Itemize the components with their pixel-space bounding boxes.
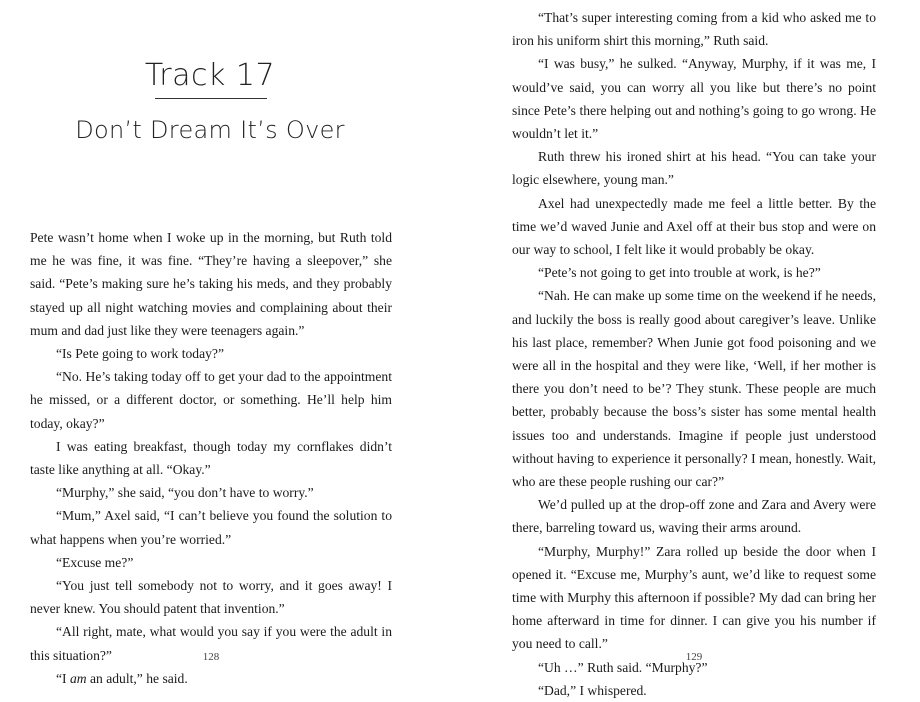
paragraph: “Pete’s not going to get into trouble at work, is he?”	[538, 265, 821, 281]
right-page-body	[512, 6, 876, 702]
paragraph: “Nah. He can make up some time on the weekend if he needs, and luckily the boss is really good about caregiver’s leave. Unlike his last place, remember? When Junie got food poisoning and we were all in the hospital and they were like, ‘Well, if her mother is there you don’t need to be’? They stunk. These people are much better, probably because the boss’s sister has some mental health issues too and understands. Imagine if people just understood without having to experience it personally? I mean, honestly. Wait, who are these people rushing our car?”	[512, 288, 876, 490]
paragraph: “That’s super interesting coming from a kid who asked me to iron his uniform shirt this morning,” Ruth said.	[512, 10, 876, 49]
paragraph: “Murphy, Murphy!” Zara rolled up beside the door when I opened it. “Excuse me, Murphy’s aunt, we’d like to request some time with Murphy this afternoon if possible? My dad can bring her home afterward in time for dinner. I can give you his number if you need to call.”	[512, 543, 876, 652]
paragraph: “Excuse me?”	[56, 554, 134, 570]
emphasized-word: am	[69, 670, 87, 686]
chapter-number: Track 17	[144, 58, 276, 93]
paragraph: “Murphy,” she said, “you don’t have to worry.”	[56, 485, 314, 501]
paragraph: We’d pulled up at the drop-off zone and Zara and Avery were there, barreling toward us, waving their arms around.	[512, 497, 876, 536]
page-number: 128	[202, 651, 220, 663]
paragraph: “You just tell somebody not to worry, and it goes away! I never knew. You should patent that invention.”	[30, 578, 392, 617]
paragraph: “I was busy,” he sulked. “Anyway, Murphy, if it was me, I would’ve said, you can worry all you like but there’s no point since Pete’s there helping out and nothing’s going to go wrong. He wouldn’t let it.”	[512, 56, 876, 142]
paragraph: Ruth threw his ironed shirt at his head. “You can take your logic elsewhere, young man.”	[512, 149, 876, 188]
left-page-body	[30, 226, 392, 690]
paragraph-text: an adult,” he said.	[86, 670, 188, 686]
paragraph: Axel had unexpectedly made me feel a little better. By the time we’d waved Junie and Axel off at their bus stop and were on our way to school, I felt like it would probably be okay.	[512, 195, 876, 258]
paragraph: Pete wasn’t home when I woke up in the morning, but Ruth told me he was fine, it was fine. “They’re having a sleepover,” she said. “Pete’s making sure he’s taking his meds, and they probably stayed up all night watching movies and complaining about their mum and dad just like they were teenagers again.”	[30, 230, 392, 338]
paragraph: “Uh …” Ruth said. “Murphy?”	[538, 659, 708, 675]
paragraph: “No. He’s taking today off to get your dad to the appointment he missed, or a different doctor, or something. He’ll help him today, okay?”	[30, 369, 392, 431]
chapter-title: Don’t Dream It’s Over	[75, 116, 345, 144]
paragraph: “Dad,” I whispered.	[538, 682, 647, 698]
paragraph-text: “I	[56, 670, 70, 686]
paragraph-last	[30, 667, 392, 690]
page-number: 129	[685, 651, 703, 663]
paragraph: I was eating breakfast, though today my cornflakes didn’t taste like anything at all. “Okay.”	[30, 438, 392, 478]
right-page	[460, 0, 920, 698]
left-page	[0, 0, 460, 684]
paragraph: “Is Pete going to work today?”	[56, 346, 224, 362]
chapter-divider	[155, 98, 267, 99]
paragraph: “Mum,” Axel said, “I can’t believe you found the solution to what happens when you’re worried.”	[30, 508, 392, 547]
paragraph: “All right, mate, what would you say if you were the adult in this situation?”	[30, 624, 392, 663]
